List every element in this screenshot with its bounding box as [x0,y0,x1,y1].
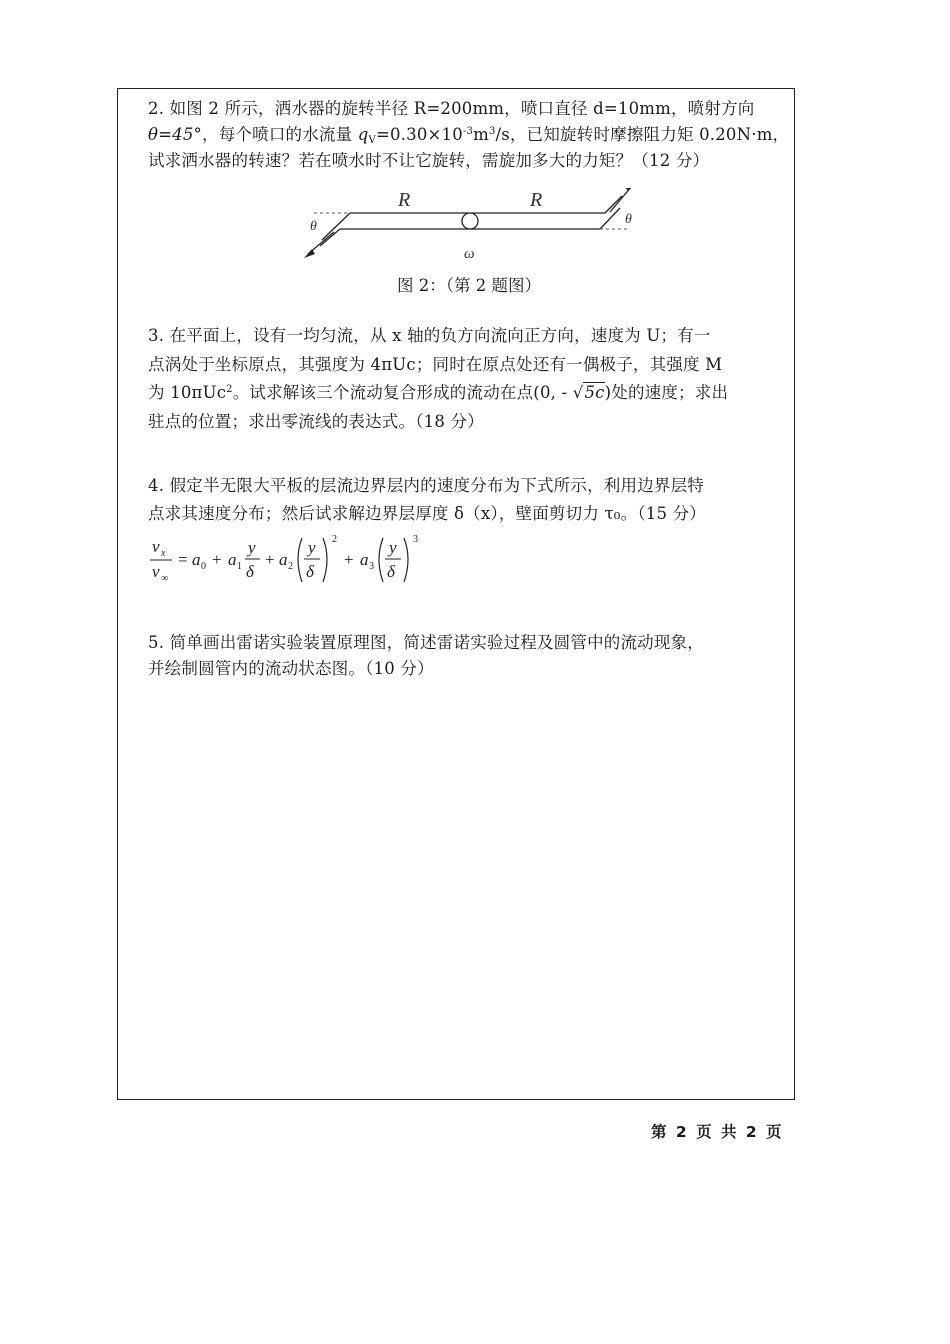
svg-text:+: + [344,550,354,569]
q2-line-1: 2. 如图 2 所示，洒水器的旋转半径 R=200mm，喷口直径 d=10mm，喷射方向 [148,99,755,118]
page-number: 第 2 页 共 2 页 [651,1123,784,1141]
label-theta-left: θ [310,219,317,234]
svg-text:2: 2 [288,561,293,572]
question-2 [148,96,790,174]
svg-text:1: 1 [237,561,242,572]
velocity-profile-formula [146,532,446,586]
svg-text:δ: δ [387,562,395,581]
svg-text:0: 0 [201,561,206,572]
svg-text:+: + [212,550,222,569]
q3-line-2: 点涡处于坐标原点，其强度为 4πUc；同时在原点处还有一偶极子，其强度 M [148,354,723,374]
label-r-right: R [530,189,543,211]
figure-caption: 图 2：（第 2 题图） [397,276,541,295]
svg-text:a: a [279,550,288,569]
label-omega: ω [464,246,475,262]
question-3 [148,322,790,436]
svg-text:a: a [360,550,369,569]
svg-text:y: y [248,538,256,557]
svg-text:3: 3 [369,561,374,572]
svg-text:∞: ∞ [161,573,169,584]
q2-line-2: θ=45°，每个喷口的水流量 $q_V=0.30\times 10^{-3}m^3/s$，已知旋转时摩擦阻力矩 0.20N·m， [148,125,790,146]
svg-text:x: x [161,548,166,559]
svg-text:+: + [265,550,275,569]
svg-text:δ: δ [306,562,314,581]
question-5 [148,630,790,682]
svg-text:2: 2 [332,534,337,545]
q3-line-1: 3. 在平面上，设有一均匀流，从 x 轴的负方向流向正方向，速度为 U；有一 [148,326,711,345]
sprinkler-figure [300,188,640,268]
label-r-left: R [398,189,411,211]
q2-line-3: 试求洒水器的转速？若在喷水时不让它旋转，需旋加多大的力矩？（12 分） [148,151,710,170]
svg-text:y: y [389,538,397,557]
svg-text:δ: δ [246,562,254,581]
q5-line-1: 5. 简单画出雷诺实验装置原理图，简述雷诺实验过程及圆管中的流动现象， [148,633,704,652]
svg-text:a: a [192,550,201,569]
right-jet-arrow [610,188,632,212]
label-theta-right: θ [625,212,632,227]
svg-text:y: y [308,538,316,557]
q5-line-2: 并绘制圆管内的流动状态图。（10 分） [148,659,434,678]
hub-circle [462,213,478,229]
q4-line-1: 4. 假定半无限大平板的层流边界层内的速度分布为下式所示，利用边界层特 [148,476,704,495]
svg-text:=: = [178,550,188,569]
svg-text:a: a [228,550,237,569]
svg-text:v: v [152,562,160,581]
q3-line-3: 为 10πUc$^2$。试求解该三个流动复合形成的流动在点(0, - √5c)处的速度；求出 [148,383,729,402]
question-4 [148,472,790,528]
svg-text:3: 3 [413,534,418,545]
q4-line-2: 点求其速度分布；然后试求解边界层厚度 δ（x），壁面剪切力 τ₀。（15 分） [148,504,707,523]
q3-line-4: 驻点的位置；求出零流线的表达式。（18 分） [148,411,484,431]
svg-text:v: v [152,537,160,556]
